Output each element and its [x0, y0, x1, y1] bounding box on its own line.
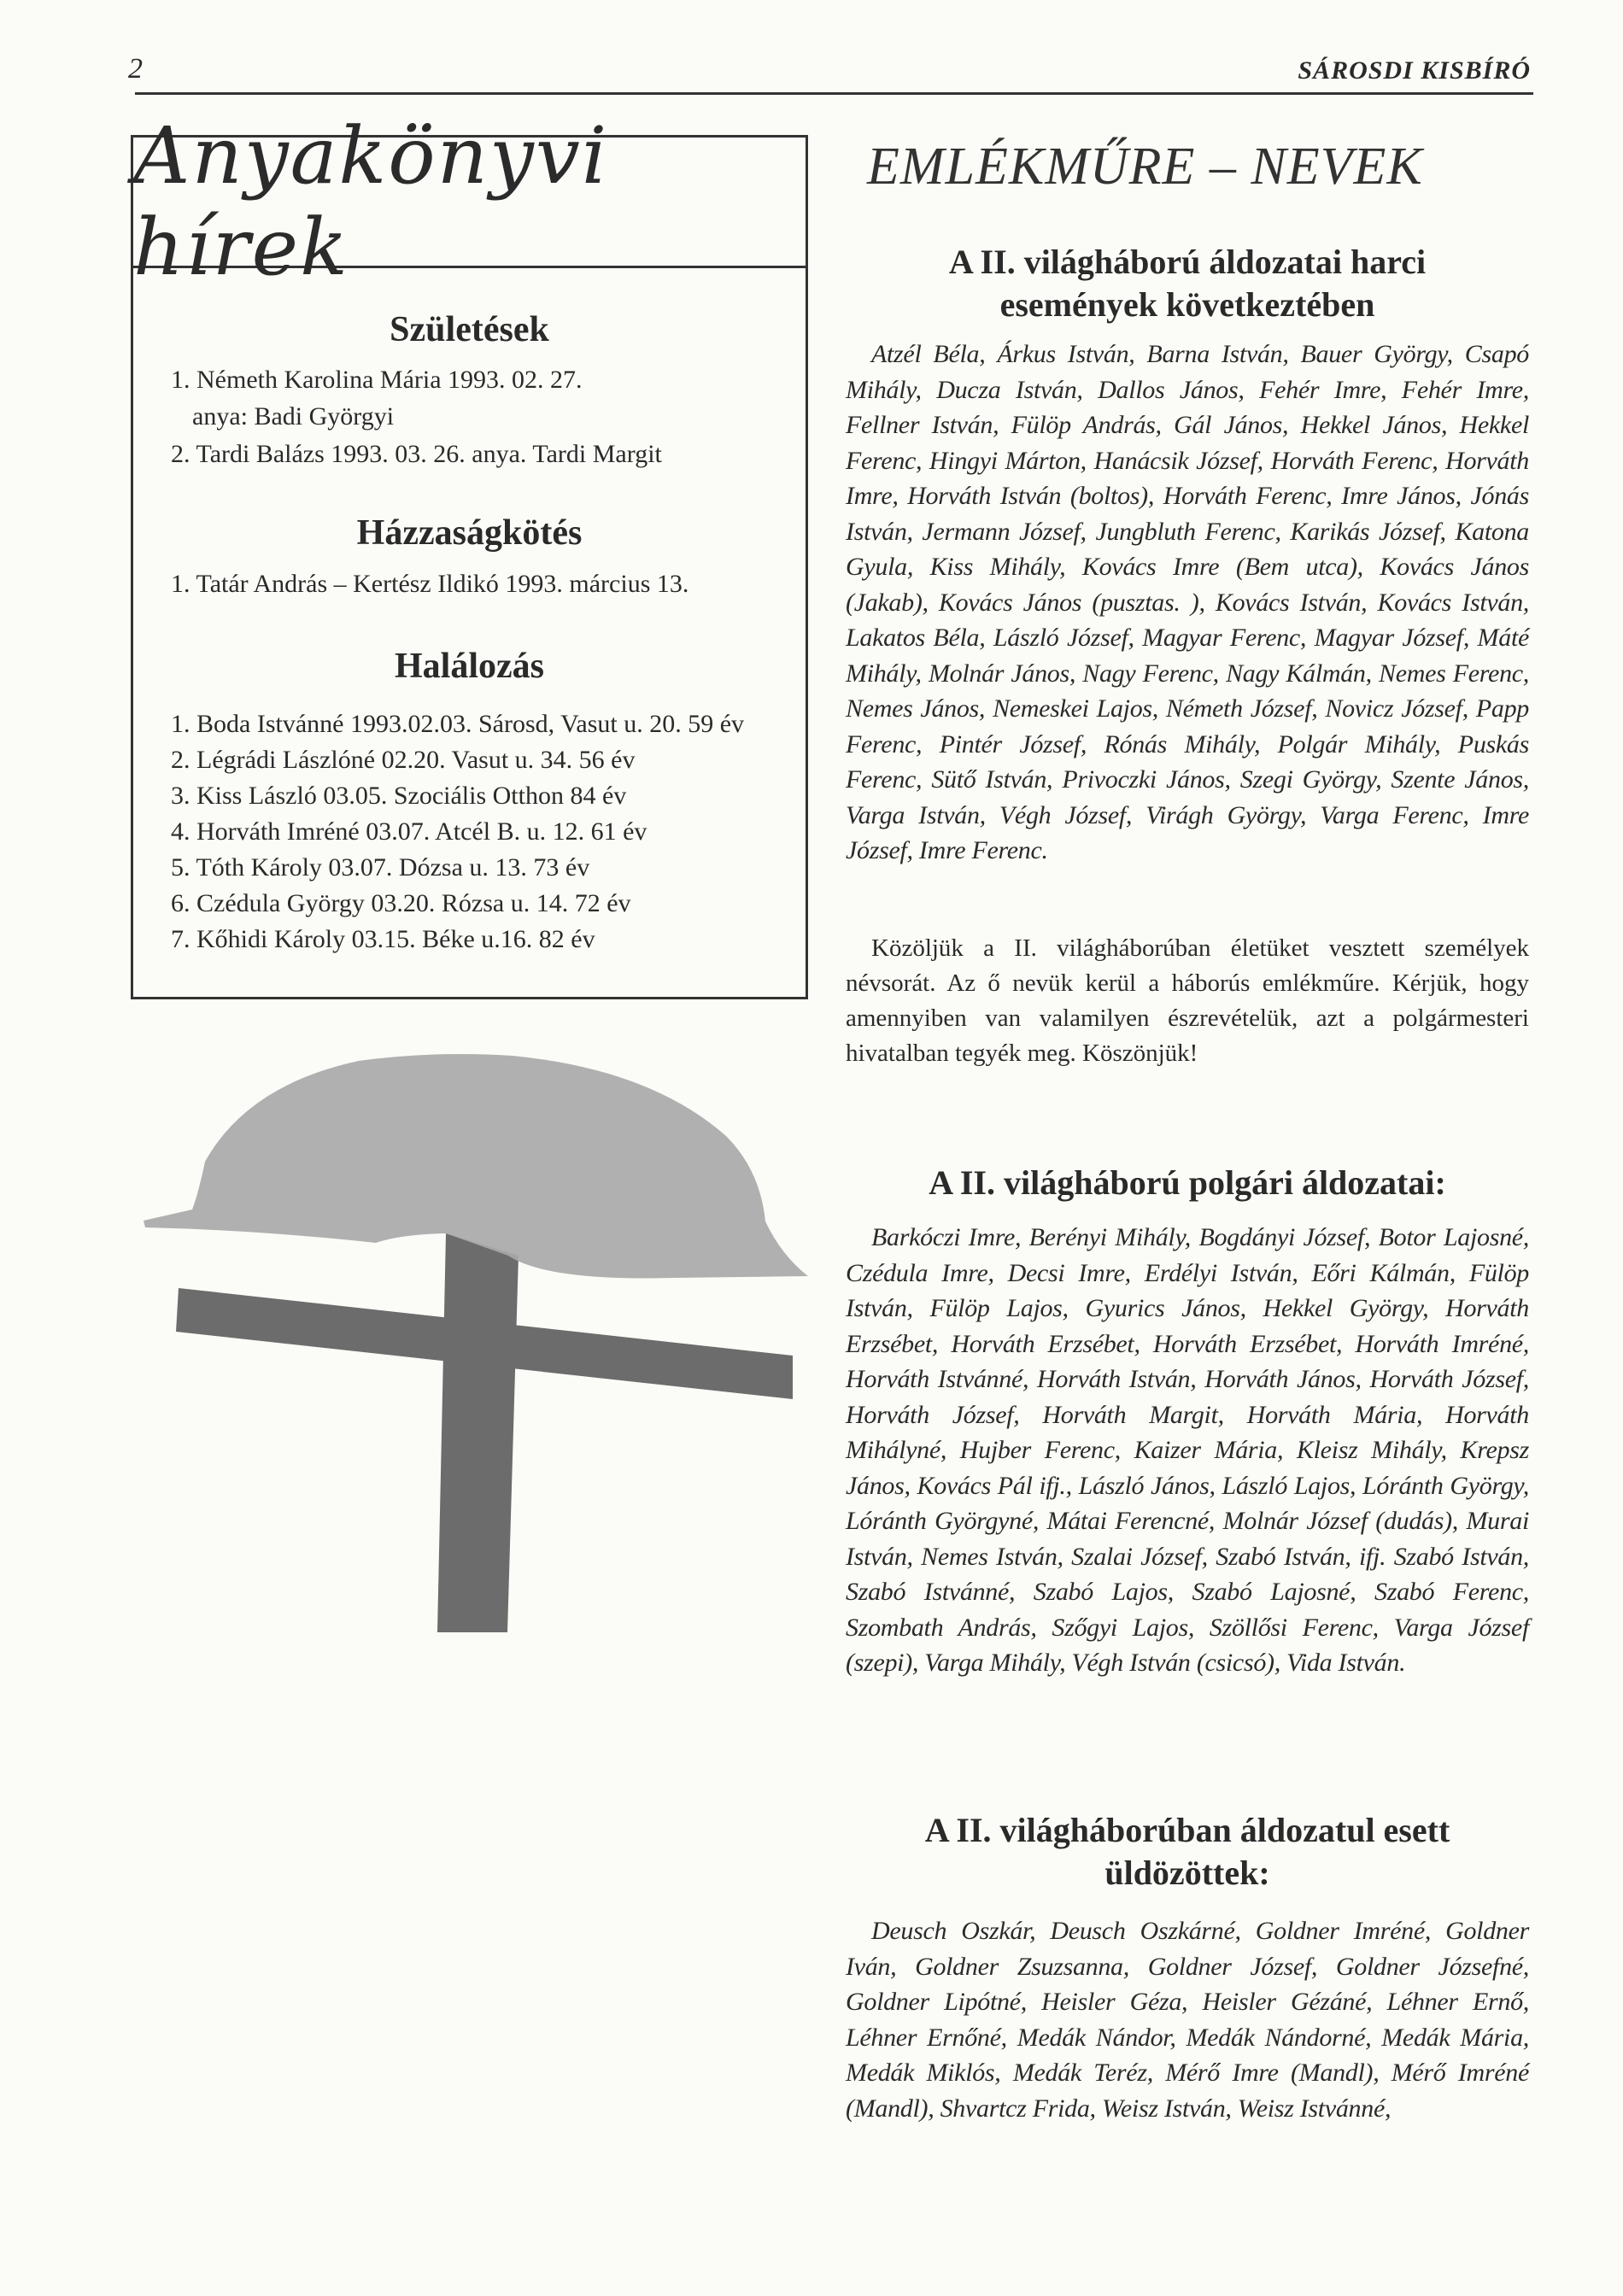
memorial-title: EMLÉKMŰRE – NEVEK [867, 138, 1423, 196]
civilian-heading: A II. világháború polgári áldozatai: [929, 1163, 1446, 1202]
death-item: 7. Kőhidi Károly 03.15. Béke u.16. 82 év [171, 925, 595, 953]
death-item: 4. Horváth Imréné 03.07. Atcél B. u. 12. 61 év [171, 817, 647, 846]
persecuted-heading [846, 1809, 1529, 1895]
marriages-heading: Házzaságkötés [356, 513, 583, 553]
birth-item: anya: Badi Györgyi [192, 402, 395, 430]
combat-heading-line2: események következtében [999, 285, 1375, 324]
birth-item: 2. Tardi Balázs 1993. 03. 26. anya. Tardi Margit [171, 440, 662, 468]
death-item: 3. Kiss László 03.05. Szociális Otthon 84 év [171, 782, 627, 810]
civilian-names: Barkóczi Imre, Berényi Mihály, Bogdányi József, Botor Lajosné, Czédula Imre, Decsi Imre, Erdélyi István, Eőri Kálmán, Fülöp István, Fülöp Lajos, Gyurics János, Hekkel György, Horváth Erzsébet, Horváth Erzsébet, Horváth Erzsébet, Horváth Imréné, Horváth Istvánné, Horváth István, Horváth János, Horváth József, Horváth József, Horváth Margit, Horváth Mária, Horváth Mihályné, Hujber Ferenc, Kaizer Mária, Kleisz Mihály, Krepsz János, Kovács Pál ifj., László János, László Lajos, Lóránth György, Lóránth Györgyné, Mátai Ferencné, Molnár József (dudás), Murai István, Nemes István, Szalai József, Szabó István, ifj. Szabó István, Szabó Istvánné, Szabó Lajos, Szabó Lajosné, Szabó Ferenc, Szombath András, Szőgyi Lajos, Szöllősi Ferenc, Varga József (szepi), Varga Mihály, Végh István (csicsó), Vida István. [846, 1223, 1529, 1677]
births-heading: Születések [390, 310, 549, 349]
marriage-item: 1. Tatár András – Kertész Ildikó 1993. március 13. [171, 570, 689, 598]
persecuted-heading-line1: A II. világháborúban áldozatul esett [924, 1811, 1450, 1849]
persecuted-heading-line2: üldözöttek: [1104, 1854, 1270, 1892]
combat-heading [846, 241, 1529, 326]
cross-vertical-bar [437, 1233, 519, 1632]
death-item: 2. Légrádi Lászlóné 02.20. Vasut u. 34. 56 év [171, 746, 636, 774]
death-item: 1. Boda Istvánné 1993.02.03. Sárosd, Vasut u. 20. 59 év [171, 710, 745, 738]
combat-heading-line1: A II. világháború áldozatai harci [948, 243, 1427, 281]
birth-item: 1. Németh Karolina Mária 1993. 02. 27. [171, 366, 583, 394]
death-item: 5. Tóth Károly 03.07. Dózsa u. 13. 73 év [171, 853, 590, 882]
masthead: SÁROSDI KISBÍRÓ [1298, 56, 1531, 85]
combat-names: Atzél Béla, Árkus István, Barna István, Bauer György, Csapó Mihály, Ducza István, Dallos János, Fehér Imre, Fehér Imre, Fellner István, Fülöp András, Gál János, Hekkel János, Hekkel Ferenc, Hingyi Márton, Hanácsik József, Horváth Ferenc, Horváth Imre, Horváth István (boltos), Horváth Ferenc, Imre János, Jónás István, Jermann József, Jungbluth Ferenc, Karikás József, Katona Gyula, Kiss Mihály, Kovács Imre (Bem utca), Kovács János (Jakab), Kovács János (pusztas. ), Kovács István, Kovács István, Lakatos Béla, László József, Magyar Ferenc, Magyar József, Máté Mihály, Molnár János, Nagy Ferenc, Nagy Kálmán, Nemes Ferenc, Nemes János, Nemeskei Lajos, Németh József, Novicz József, Papp Ferenc, Pintér József, Rónás Mihály, Polgár Mihály, Puskás Ferenc, Sütő István, Privoczki János, Szegi György, Szente János, Varga István, Végh József, Virágh György, Varga Ferenc, Imre József, Imre Ferenc. [846, 340, 1529, 864]
notice-paragraph: Közöljük a II. világháborúban életüket vesztett személyek névsorát. Az ő nevük kerül a háborús emlékműre. Kérjük, hogy amennyiben van valamilyen észrevételük, azt a polgármesteri hivatalban tegyék meg. Köszönjük! [846, 934, 1529, 1067]
death-item: 6. Czédula György 03.20. Rózsa u. 14. 72 év [171, 889, 631, 917]
deaths-heading: Halálozás [395, 647, 544, 686]
persecuted-names: Deusch Oszkár, Deusch Oszkárné, Goldner Imréné, Goldner Iván, Goldner Zsuzsanna, Goldner József, Goldner Józsefné, Goldner Lipótné, Heisler Géza, Heisler Gézáné, Léhner Ernő, Léhner Ernőné, Medák Nándor, Medák Nándorné, Medák Mária, Medák Miklós, Medák Teréz, Mérő Imre (Mandl), Mérő Imréné (Mandl), Shvartcz Frida, Weisz István, Weisz Istvánné, [846, 1917, 1529, 2123]
registry-title: Anyakönyvi hírek [133, 138, 806, 268]
page-number: 2 [128, 53, 143, 85]
